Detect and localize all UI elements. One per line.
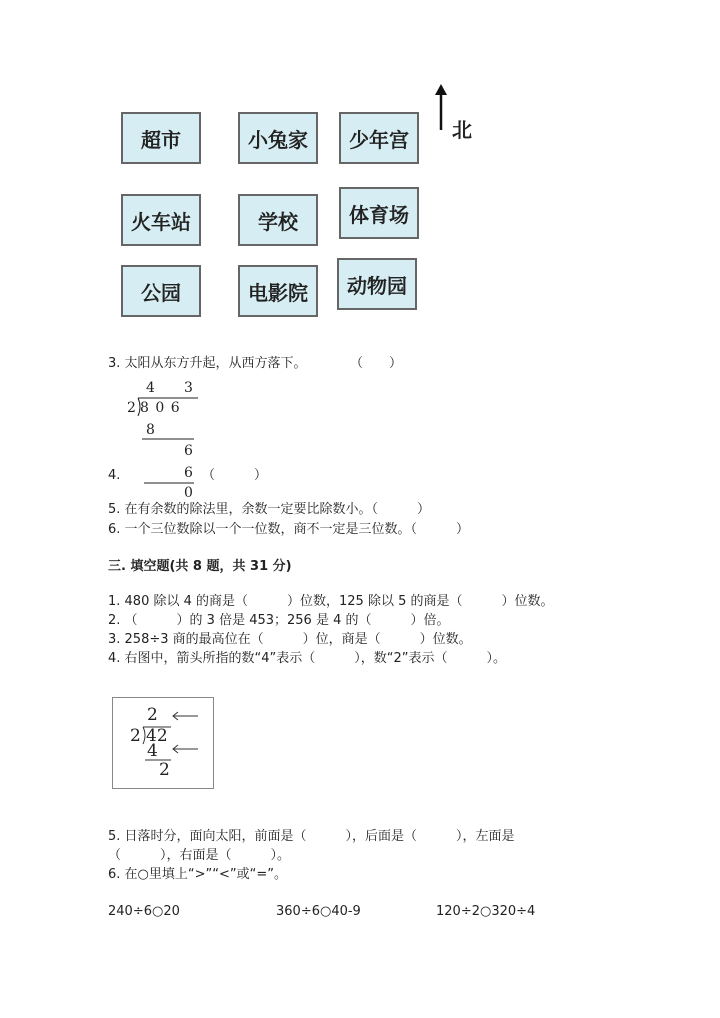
north-arrow-icon — [434, 84, 448, 132]
figure-product: 4 — [147, 741, 158, 761]
place-zoo: 动物园 — [337, 258, 417, 310]
section-title: 三. 填空题(共 8 题，共 31 分) — [108, 559, 292, 574]
figure-divisor: 2 — [130, 726, 141, 746]
place-train-station: 火车站 — [121, 194, 201, 246]
division-step-3: 6 — [184, 465, 193, 481]
place-school: 学校 — [238, 194, 318, 246]
place-cinema: 电影院 — [238, 265, 318, 317]
division-remainder: 0 — [184, 485, 193, 501]
fill-q5-line2: （ ），右面是（ ）。 — [108, 848, 291, 863]
place-supermarket: 超市 — [121, 112, 201, 164]
judge-q4-paren: （ ） — [202, 468, 268, 483]
arrow-left-icon — [171, 711, 199, 721]
judge-q3-paren: （ ） — [350, 356, 403, 371]
compare-item: 120÷2○320÷4 — [436, 904, 536, 919]
judge-q6: 6. 一个三位数除以一个一位数，商不一定是三位数。（ ） — [108, 522, 470, 537]
figure-remainder: 2 — [159, 760, 170, 780]
north-label: 北 — [452, 118, 472, 142]
division-quotient-1: 4 — [146, 380, 155, 396]
division-step-2: 6 — [184, 443, 193, 459]
division-lines — [130, 394, 210, 486]
fill-q2: 2. （ ）的 3 倍是 453；256 是 4 的（ ）倍。 — [108, 613, 450, 628]
arrow-left-icon — [171, 744, 199, 754]
division-step-1: 8 — [146, 422, 155, 438]
place-park: 公园 — [121, 265, 201, 317]
fill-q3: 3. 258÷3 商的最高位在（ ）位，商是（ ）位数。 — [108, 632, 472, 647]
fill-q4: 4. 右图中，箭头所指的数“4”表示（ ），数“2”表示（ ）。 — [108, 651, 507, 666]
place-rabbit-home: 小兔家 — [238, 112, 318, 164]
place-stadium: 体育场 — [339, 187, 419, 239]
division-quotient-2: 3 — [184, 380, 193, 396]
judge-q4-number: 4. — [108, 468, 121, 483]
division-dividend: 8 0 6 — [140, 400, 181, 416]
division-figure — [112, 697, 214, 789]
judge-q3: 3. 太阳从东方升起，从西方落下。 — [108, 356, 307, 371]
place-youth-palace: 少年宫 — [339, 112, 419, 164]
figure-quotient: 2 — [147, 705, 158, 725]
figure-dividend: 42 — [146, 726, 168, 746]
fill-q6: 6. 在○里填上“>”“<”或“=”。 — [108, 867, 287, 882]
judge-q5: 5. 在有余数的除法里，余数一定要比除数小。（ ） — [108, 502, 431, 517]
division-divisor: 2 — [127, 400, 136, 416]
compare-item: 360÷6○40-9 — [276, 904, 361, 919]
fill-q1: 1. 480 除以 4 的商是（ ）位数，125 除以 5 的商是（ ）位数。 — [108, 594, 554, 609]
fill-q5-line1: 5. 日落时分，面向太阳，前面是（ ），后面是（ ），左面是 — [108, 829, 515, 844]
compare-item: 240÷6○20 — [108, 904, 180, 919]
